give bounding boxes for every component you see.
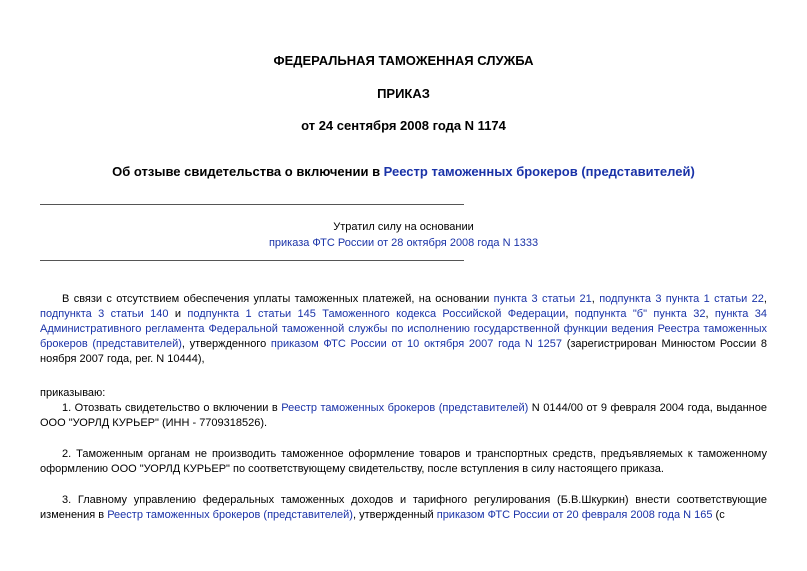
registry-link[interactable]: Реестр таможенных брокеров (представителей) — [383, 164, 695, 179]
item-text: 3. Главному управлению федеральных таможенных доходов и тарифного регулирования (Б.В.Шкуркин) внести соответствующие изменения в — [40, 494, 767, 521]
divider-bottom — [40, 260, 464, 261]
law-link[interactable]: подпункта "б" пункта 32 — [574, 308, 706, 320]
preamble-text: В связи с отсутствием обеспечения уплаты таможенных платежей, на основании — [62, 293, 494, 305]
preamble-text: и — [168, 308, 188, 320]
subject-prefix: Об отзыве свидетельства о включении в — [112, 164, 384, 179]
order-item-1 — [40, 401, 767, 431]
law-link[interactable]: приказом ФТС России от 10 октября 2007 года N 1257 — [270, 338, 563, 350]
status-note-line — [0, 237, 807, 249]
registry-link[interactable]: Реестр таможенных брокеров (представителей) — [281, 402, 529, 414]
preamble-text: , утвержденного — [181, 338, 271, 350]
agency-title: ФЕДЕРАЛЬНАЯ ТАМОЖЕННАЯ СЛУЖБА — [273, 53, 534, 68]
law-link[interactable]: подпункта 3 статьи 140 — [40, 308, 169, 320]
item-text: (с — [712, 509, 725, 521]
order-item-3 — [40, 493, 767, 523]
order-word: приказываю: — [40, 387, 106, 399]
repeal-order-link[interactable]: приказа ФТС России от 28 октября 2008 года N 1333 — [268, 237, 539, 249]
order-item-2: 2. Таможенным органам не производить таможенное оформление товаров и транспортных средств, предъявляемых к таможенному оформлению ООО "УОРЛД КУРЬЕР" по соответствующему свидетельству, после вступления в силу настоящего приказа. — [40, 448, 767, 475]
item-text: , утвержденный — [352, 509, 437, 521]
item-text: 1. Отозвать свидетельство о включении в — [62, 402, 282, 414]
preamble-paragraph — [40, 292, 767, 367]
preamble-text: , — [591, 293, 600, 305]
order-link[interactable]: приказом ФТС России от 20 февраля 2008 года N 165 — [436, 509, 713, 521]
law-link[interactable]: пункта 34 Административного регламента Федеральной таможенной службы по исполнению государственной функции ведения Реестра таможенных брокеров (представителей) — [40, 308, 767, 350]
law-link[interactable]: пункта 3 статьи 21 — [493, 293, 592, 305]
status-note-text: Утратил силу на основании — [333, 221, 474, 233]
law-link[interactable]: подпункта 1 статьи 145 Таможенного кодекса Российской Федерации — [187, 308, 566, 320]
document-type: ПРИКАЗ — [377, 86, 430, 101]
law-link[interactable]: подпункта 3 пункта 1 статьи 22 — [599, 293, 764, 305]
item-text: N 0144/00 от 9 февраля 2004 года, выданное ООО "УОРЛД КУРЬЕР" (ИНН - 7709318526). — [40, 402, 767, 429]
preamble-text: , — [705, 308, 715, 320]
document-subject — [0, 164, 807, 179]
divider-top — [40, 204, 464, 205]
document-date-number: от 24 сентября 2008 года N 1174 — [301, 118, 506, 133]
preamble-text: , — [763, 293, 767, 305]
registry-link[interactable]: Реестр таможенных брокеров (представителей) — [107, 509, 353, 521]
preamble-text: , — [565, 308, 575, 320]
preamble-text: (зарегистрирован Минюстом России 8 ноября 2007 года, рег. N 10444), — [40, 338, 767, 365]
